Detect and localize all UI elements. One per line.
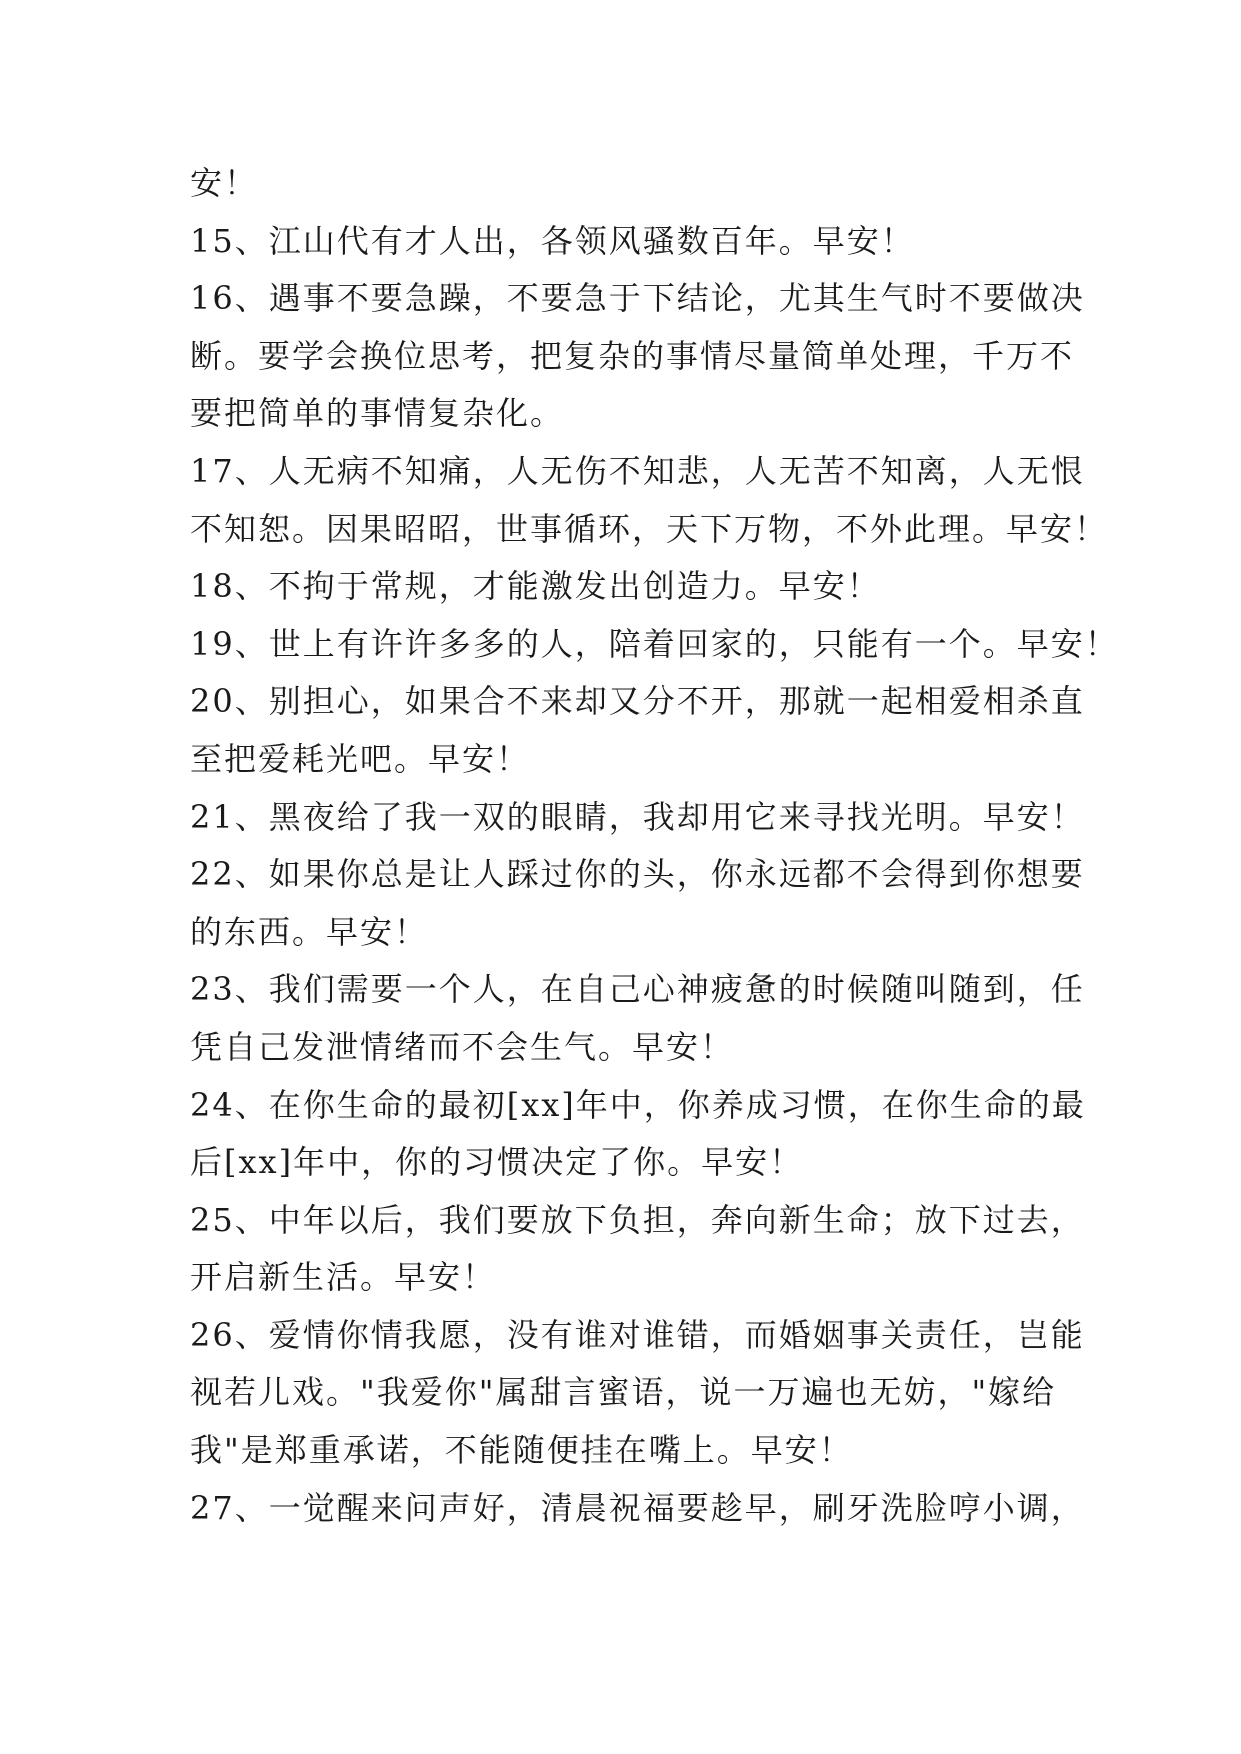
text-line: 不知恕。因果昭昭，世事循环，天下万物，不外此理。早安！ — [190, 509, 1109, 548]
text-line: 20、别担心，如果合不来却又分不开，那就一起相爱相杀直 — [190, 682, 1085, 721]
text-line: 18、不拘于常规，才能激发出创造力。早安！ — [190, 567, 881, 606]
text-line: 17、人无病不知痛，人无伤不知悲，人无苦不知离，人无恨 — [190, 451, 1085, 490]
text-line: 的东西。早安！ — [190, 912, 429, 951]
text-line: 26、爱情你情我愿，没有谁对谁错，而婚姻事关责任，岂能 — [190, 1315, 1085, 1354]
text-line: 24、在你生命的最初[xx]年中，你养成习惯，在你生命的最 — [190, 1085, 1086, 1124]
text-line: 27、一觉醒来问声好，清晨祝福要趁早，刷牙洗脸哼小调， — [190, 1488, 1085, 1527]
text-line: 要把简单的事情复杂化。 — [190, 394, 565, 433]
body-text — [190, 155, 1119, 1537]
text-line: 安！ — [190, 164, 259, 202]
text-line: 19、世上有许许多多的人，陪着回家的，只能有一个。早安！ — [190, 624, 1119, 663]
text-line: 22、如果你总是让人踩过你的头，你永远都不会得到你想要 — [190, 855, 1085, 894]
text-line: 21、黑夜给了我一双的眼睛，我却用它来寻找光明。早安！ — [190, 797, 1085, 836]
text-line: 凭自己发泄情绪而不会生气。早安！ — [190, 1027, 735, 1066]
text-line: 25、中年以后，我们要放下负担，奔向新生命；放下过去， — [190, 1200, 1085, 1239]
text-line: 开启新生活。早安！ — [190, 1258, 497, 1297]
text-line: 16、遇事不要急躁，不要急于下结论，尤其生气时不要做决 — [190, 279, 1085, 318]
text-line: 后[xx]年中，你的习惯决定了你。早安！ — [190, 1143, 804, 1182]
text-line: 23、我们需要一个人，在自己心神疲惫的时候随叫随到，任 — [190, 970, 1085, 1009]
text-line: 我"是郑重承诺，不能随便挂在嘴上。早安！ — [190, 1431, 853, 1470]
text-line: 至把爱耗光吧。早安！ — [190, 739, 531, 778]
text-line: 视若儿戏。"我爱你"属甜言蜜语，说一万遍也无妨，"嫁给 — [190, 1373, 1057, 1412]
text-line: 断。要学会换位思考，把复杂的事情尽量简单处理，千万不 — [190, 336, 1075, 375]
text-line: 15、江山代有才人出，各领风骚数百年。早安！ — [190, 221, 915, 260]
